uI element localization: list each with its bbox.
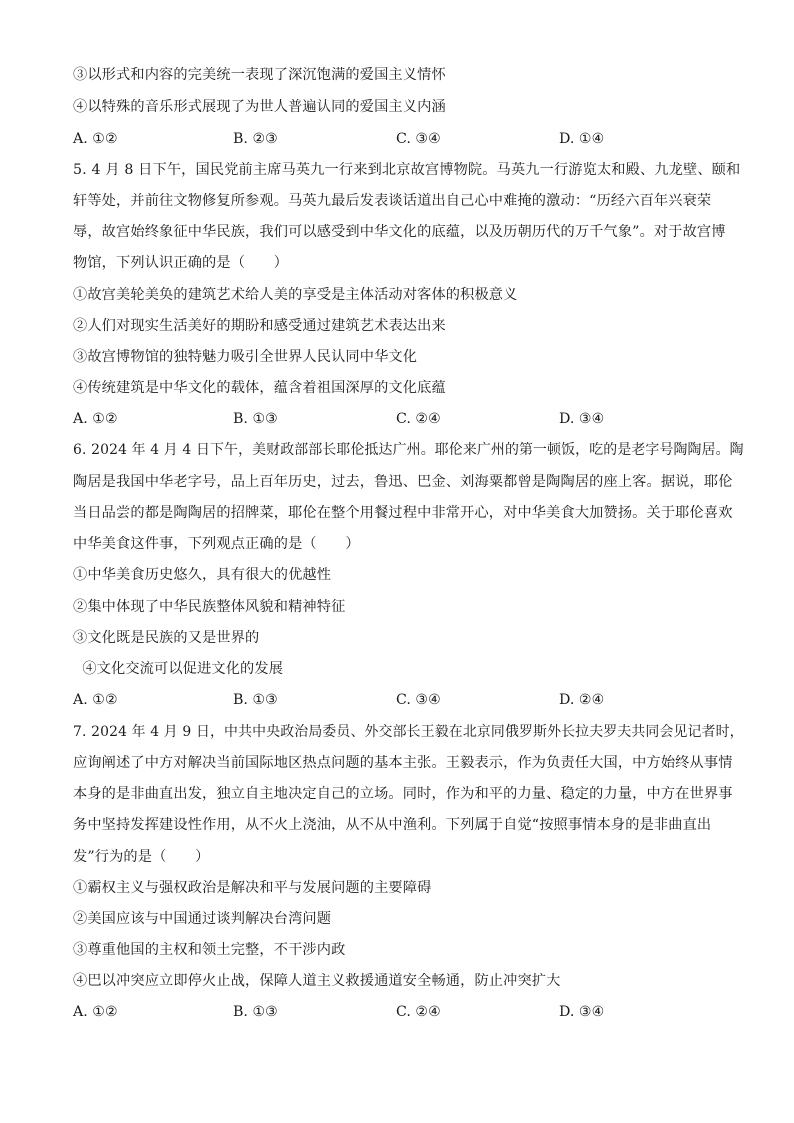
q5-item-4: ④传统建筑是中华文化的载体，蕴含着祖国深厚的文化底蕴 <box>73 380 446 396</box>
q6-stem-line-3: 当日品尝的都是陶陶居的招牌菜，耶伦在整个用餐过程中非常开心，对中华美食大加赞扬。关于耶伦喜欢 <box>73 505 733 521</box>
q5-option-b: B. ①③ <box>233 411 278 427</box>
q6-stem-line-4: 中华美食这件事，下列观点正确的是（ ） <box>73 536 360 552</box>
q5-stem-line-1: 5. 4 月 8 日下午，国民党前主席马英九一行来到北京故宫博物院。马英九一行游览太和殿、九龙壁、颐和 <box>73 162 741 178</box>
q5-item-3: ③故宫博物馆的独特魅力吸引全世界人民认同中华文化 <box>73 349 418 365</box>
q4-option-b: B. ②③ <box>233 131 278 147</box>
q7-options <box>73 1002 733 1022</box>
q7-option-b: B. ①③ <box>233 1004 278 1020</box>
q6-option-d: D. ②④ <box>559 692 605 708</box>
q4-item-4: ④以特殊的音乐形式展现了为世人普遍认同的爱国主义内涵 <box>73 99 446 115</box>
q5-options <box>73 409 733 429</box>
q5-item-1: ①故宫美轮美奂的建筑艺术给人美的享受是主体活动对客体的积极意义 <box>73 287 518 303</box>
q5-stem-line-3: 辱，故宫始终象征中华民族，我们可以感受到中华文化的底蕴，以及历朝历代的万千气象”。对于故宫博 <box>73 224 726 240</box>
q6-item-1: ①中华美食历史悠久，具有很大的优越性 <box>73 567 332 583</box>
q7-stem-line-3: 本身的是非曲直出发，独立自主地决定自己的立场。同时，作为和平的力量、稳定的力量，中方在世界事 <box>73 786 733 802</box>
q5-option-d: D. ③④ <box>559 411 605 427</box>
q7-item-2: ②美国应该与中国通过谈判解决台湾问题 <box>73 911 332 927</box>
q5-option-a: A. ①② <box>73 411 118 427</box>
q6-item-3: ③文化既是民族的又是世界的 <box>73 630 260 646</box>
q7-item-1: ①霸权主义与强权政治是解决和平与发展问题的主要障碍 <box>73 880 432 896</box>
q6-item-4: ④文化交流可以促进文化的发展 <box>73 661 284 677</box>
q6-options <box>73 690 733 710</box>
q7-stem-line-2: 应询阐述了中方对解决当前国际地区热点问题的基本主张。王毅表示，作为负责任大国，中方始终从事情 <box>73 755 733 771</box>
q7-item-3: ③尊重他国的主权和领土完整，不干涉内政 <box>73 942 346 958</box>
q4-option-c: C. ③④ <box>396 131 441 147</box>
q7-stem-line-1: 7. 2024 年 4 月 9 日，中共中央政治局委员、外交部长王毅在北京同俄罗斯外长拉夫罗夫共同会见记者时， <box>73 724 744 740</box>
q6-item-2: ②集中体现了中华民族整体风貌和精神特征 <box>73 599 346 615</box>
q6-option-c: C. ③④ <box>396 692 441 708</box>
q7-option-a: A. ①② <box>73 1004 118 1020</box>
q6-stem-line-1: 6. 2024 年 4 月 4 日下午，美财政部部长耶伦抵达广州。耶伦来广州的第一顿饭，吃的是老字号陶陶居。陶 <box>73 442 744 458</box>
q6-stem-line-2: 陶居是我国中华老字号，品上百年历史，过去，鲁迅、巴金、刘海粟都曾是陶陶居的座上客。据说，耶伦 <box>73 474 733 490</box>
q4-option-a: A. ①② <box>73 131 118 147</box>
q4-option-d: D. ①④ <box>559 131 605 147</box>
q5-item-2: ②人们对现实生活美好的期盼和感受通过建筑艺术表达出来 <box>73 318 446 334</box>
q5-stem-line-2: 轩等处，并前往文物修复所参观。马英九最后发表谈话道出自己心中难掩的激动：“历经六百年兴衰荣 <box>73 193 712 209</box>
q7-item-4: ④巴以冲突应立即停火止战，保障人道主义救援通道安全畅通，防止冲突扩大 <box>73 973 561 989</box>
q4-item-3: ③以形式和内容的完美统一表现了深沉饱满的爱国主义情怀 <box>73 67 446 83</box>
q4-options <box>73 129 733 149</box>
q7-stem-line-5: 发”行为的是（ ） <box>73 849 210 865</box>
q7-option-d: D. ③④ <box>559 1004 605 1020</box>
q5-stem-line-4: 物馆，下列认识正确的是（ ） <box>73 255 289 271</box>
q7-option-c: C. ②④ <box>396 1004 441 1020</box>
q6-option-a: A. ①② <box>73 692 118 708</box>
q5-option-c: C. ②④ <box>396 411 441 427</box>
q6-option-b: B. ①③ <box>233 692 278 708</box>
q7-stem-line-4: 务中坚持发挥建设性作用，从不火上浇油，从不从中渔利。下列属于自觉“按照事情本身的是非曲直出 <box>73 817 712 833</box>
